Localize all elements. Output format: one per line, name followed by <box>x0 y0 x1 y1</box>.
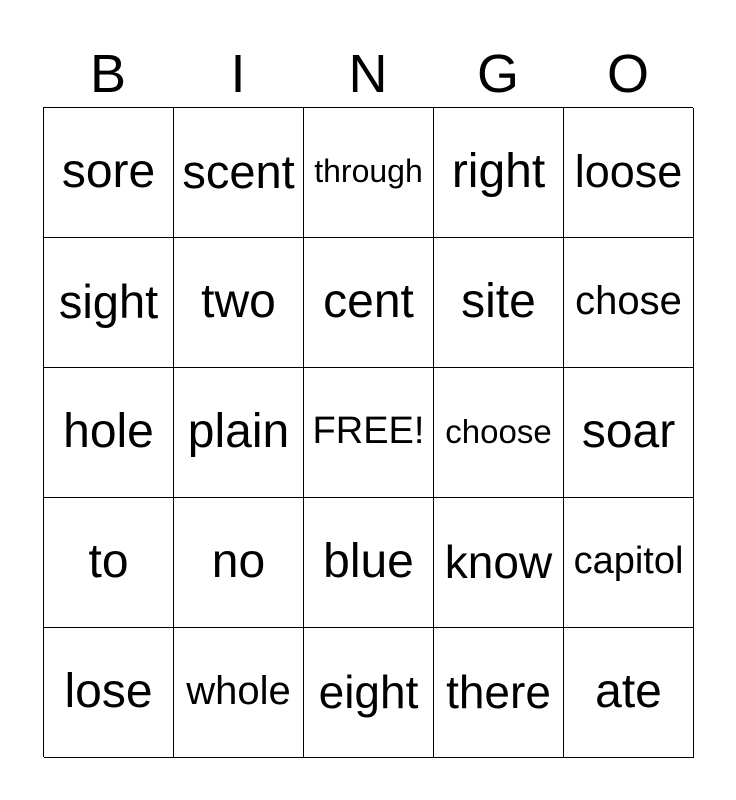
header-letter-n: N <box>348 44 388 104</box>
bingo-cell[interactable]: chose <box>564 238 694 368</box>
bingo-cell[interactable]: ate <box>564 628 694 758</box>
bingo-cell[interactable]: to <box>44 498 174 628</box>
free-space[interactable]: FREE! <box>304 368 434 498</box>
bingo-cell[interactable]: two <box>174 238 304 368</box>
bingo-cell[interactable]: scent <box>174 108 304 238</box>
bingo-cell[interactable]: site <box>434 238 564 368</box>
bingo-cell[interactable]: capitol <box>564 498 694 628</box>
bingo-cell[interactable]: blue <box>304 498 434 628</box>
bingo-cell[interactable]: know <box>434 498 564 628</box>
bingo-cell[interactable]: plain <box>174 368 304 498</box>
header-letter-i: I <box>230 44 246 104</box>
bingo-cell[interactable]: choose <box>434 368 564 498</box>
bingo-cell[interactable]: soar <box>564 368 694 498</box>
bingo-cell[interactable]: sore <box>44 108 174 238</box>
bingo-cell[interactable]: hole <box>44 368 174 498</box>
bingo-cell[interactable]: no <box>174 498 304 628</box>
bingo-cell[interactable]: whole <box>174 628 304 758</box>
bingo-cell[interactable]: sight <box>44 238 174 368</box>
bingo-header <box>43 40 693 108</box>
header-letter-o: O <box>606 44 649 104</box>
bingo-cell[interactable]: eight <box>304 628 434 758</box>
bingo-cell[interactable]: there <box>434 628 564 758</box>
header-letter-b: B <box>89 44 127 104</box>
bingo-cell[interactable]: through <box>304 108 434 238</box>
bingo-cell[interactable]: loose <box>564 108 694 238</box>
bingo-board <box>43 107 693 757</box>
bingo-cell[interactable]: cent <box>304 238 434 368</box>
bingo-cell[interactable]: right <box>434 108 564 238</box>
bingo-cell[interactable]: lose <box>44 628 174 758</box>
header-letter-g: G <box>476 44 519 104</box>
